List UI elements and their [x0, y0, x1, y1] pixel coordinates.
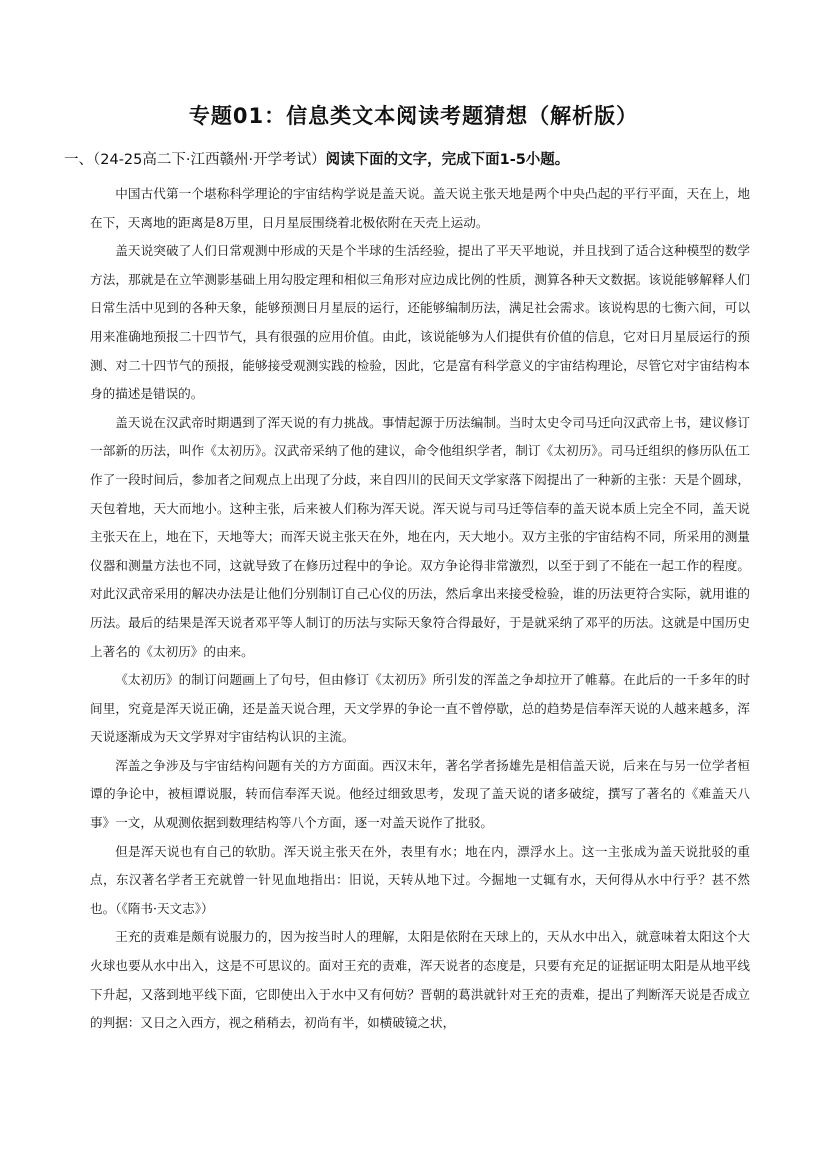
page-title: 专题01：信息类文本阅读考题猜想（解析版）: [188, 104, 639, 128]
passage-paragraph-5: 浑盖之争涉及与宇宙结构问题有关的方方面面。西汉末年，著名学者扬雄先是相信盖天说，后来在与另一位学者桓谭的争论中，被桓谭说服，转而信奉浑天说。他经过细致思考，发现了盖天说的诸多破绽，撰写了著名的《难盖天八事》一文，从观测依据到数理结构等八个方面，逐一对盖天说作了批驳。: [90, 757, 750, 831]
passage-paragraph-3: 盖天说在汉武帝时期遇到了浑天说的有力挑战。事情起源于历法编制。当时太史令司马迁向汉武帝上书，建议修订一部新的历法，叫作《太初历》。汉武帝采纳了他的建议，命令他组织学者，制订《太初历》。司马迁组织的修历队伍工作了一段时间后，参加者之间观点上出现了分歧，来自四川的民间天文学家落下闳提出了一种新的主张：天是个圆球，天包着地，天大而地小。这种主张，后来被人们称为浑天说。浑天说与司马迁等信奉的盖天说本质上完全不同，盖天说主张天在上，地在下，天地等大；而浑天说主张天在外，地在内，天大地小。双方主张的宇宙结构不同，所采用的测量仪器和测量方法也不同，这就导致了在修历过程中的争论。双方争论得非常激烈，以至于到了不能在一起工作的程度。对此汉武帝采用的解决办法是让他们分别制订自己心仪的历法，然后拿出来接受检验，谁的历法更符合实际，就用谁的历法。最后的结果是浑天说者邓平等人制订的历法与实际天象符合得最好，于是就采纳了邓平的历法。这就是中国历史上著名的《太初历》的由来。: [90, 414, 750, 659]
passage-paragraph-2: 盖天说突破了人们日常观测中形成的天是个半球的生活经验，提出了平天平地说，并且找到了适合这种模型的数学方法，那就是在立竿测影基础上用勾股定理和相似三角形对应边成比例的性质，测算各种天文数据。该说能够解释人们日常生活中见到的各种天象，能够预测日月星辰的运行，还能够编制历法，满足社会需求。该说构思的七衡六间，可以用来准确地预报二十四节气，具有很强的应用价值。由此，该说能够为人们提供有价值的信息，它对日月星辰运行的预测、对二十四节气的预报，能够接受观测实践的检验，因此，它是富有科学意义的宇宙结构理论，尽管它对宇宙结构本身的描述是错误的。: [90, 243, 750, 402]
passage-paragraph-7: 王充的责难是颇有说服力的，因为按当时人的理解，太阳是依附在天球上的，天从水中出入，就意味着太阳这个大火球也要从水中出入，这是不可思议的。面对王充的责难，浑天说者的态度是，只要有充足的证据证明太阳是从地平线下升起，又落到地平线下面，它即使出入于水中又有何妨？晋朝的葛洪就针对王充的责难，提出了判断浑天说是否成立的判据：又日之入西方，视之稍稍去，初尚有半，如横破镜之状，: [90, 929, 750, 1031]
passage-paragraph-4: 《太初历》的制订问题画上了句号，但由修订《太初历》所引发的浑盖之争却拉开了帷幕。在此后的一千多年的时间里，究竟是浑天说正确，还是盖天说合理，天文学界的争论一直不曾停歇，总的趋势是信奉浑天说的人越来越多，浑天说逐渐成为天文学界对宇宙结构认识的主流。: [90, 672, 750, 745]
reading-passage: [90, 180, 750, 1038]
question-number: 一、: [64, 152, 93, 168]
question-header: [64, 150, 784, 170]
passage-paragraph-1: 中国古代第一个堪称科学理论的宇宙结构学说是盖天说。盖天说主张天地是两个中央凸起的平行平面，天在上，地在下，天离地的距离是8万里，日月星辰围绕着北极依附在天壳上运动。: [90, 186, 750, 230]
passage-paragraph-6: 但是浑天说也有自己的软肋。浑天说主张天在外，表里有水；地在内，漂浮水上。这一主张成为盖天说批驳的重点，东汉著名学者王充就曾一针见血地指出：旧说，天转从地下过。今掘地一丈辄有水，天何得从水中行乎？甚不然也。（《隋书·天文志》）: [90, 843, 750, 916]
question-instruction: 阅读下面的文字，完成下面1-5小题。: [325, 152, 570, 168]
question-source: （24-25高二下·江西赣州·开学考试）: [93, 152, 326, 168]
